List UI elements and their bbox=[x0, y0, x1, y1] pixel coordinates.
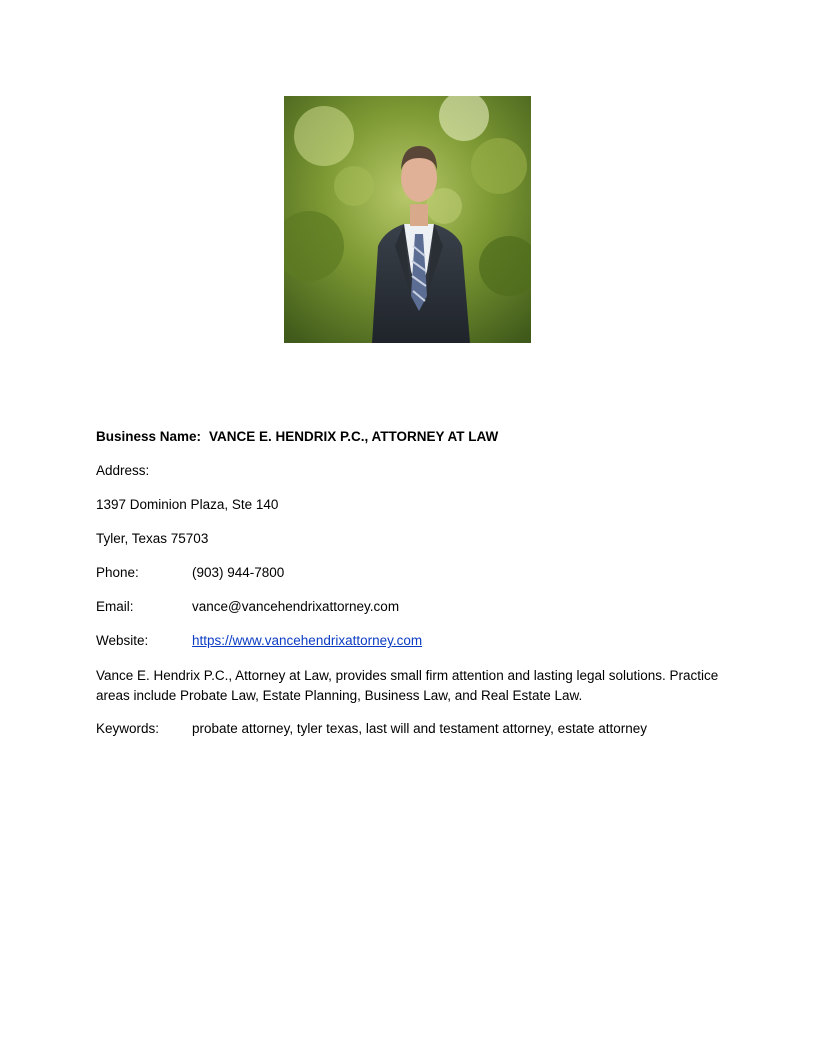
phone-value: (903) 944-7800 bbox=[192, 565, 285, 580]
email-label: Email: bbox=[96, 599, 134, 614]
email-row bbox=[96, 598, 400, 616]
address-label: Address: bbox=[96, 463, 150, 478]
website-row bbox=[96, 632, 423, 650]
attorney-photo bbox=[284, 96, 531, 343]
business-description: Vance E. Hendrix P.C., Attorney at Law, provides small firm attention and lasting legal solutions. Practice areas include Probate Law, Estate Planning, Business Law, and Real Estate Law. bbox=[96, 668, 719, 703]
business-name-row bbox=[96, 428, 499, 446]
phone-row bbox=[96, 564, 285, 582]
address-line-1: 1397 Dominion Plaza, Ste 140 bbox=[96, 497, 279, 512]
keywords-row bbox=[96, 720, 647, 738]
business-name-label: Business Name: bbox=[96, 429, 202, 444]
keywords-value: probate attorney, tyler texas, last will and testament attorney, estate attorney bbox=[192, 721, 647, 736]
website-label: Website: bbox=[96, 633, 149, 648]
business-name-value: VANCE E. HENDRIX P.C., ATTORNEY AT LAW bbox=[209, 429, 499, 444]
address-line-2: Tyler, Texas 75703 bbox=[96, 531, 209, 546]
website-link[interactable]: https://www.vancehendrixattorney.com bbox=[192, 633, 423, 648]
phone-label: Phone: bbox=[96, 565, 139, 580]
email-value: vance@vancehendrixattorney.com bbox=[192, 599, 400, 614]
keywords-label: Keywords: bbox=[96, 721, 160, 736]
